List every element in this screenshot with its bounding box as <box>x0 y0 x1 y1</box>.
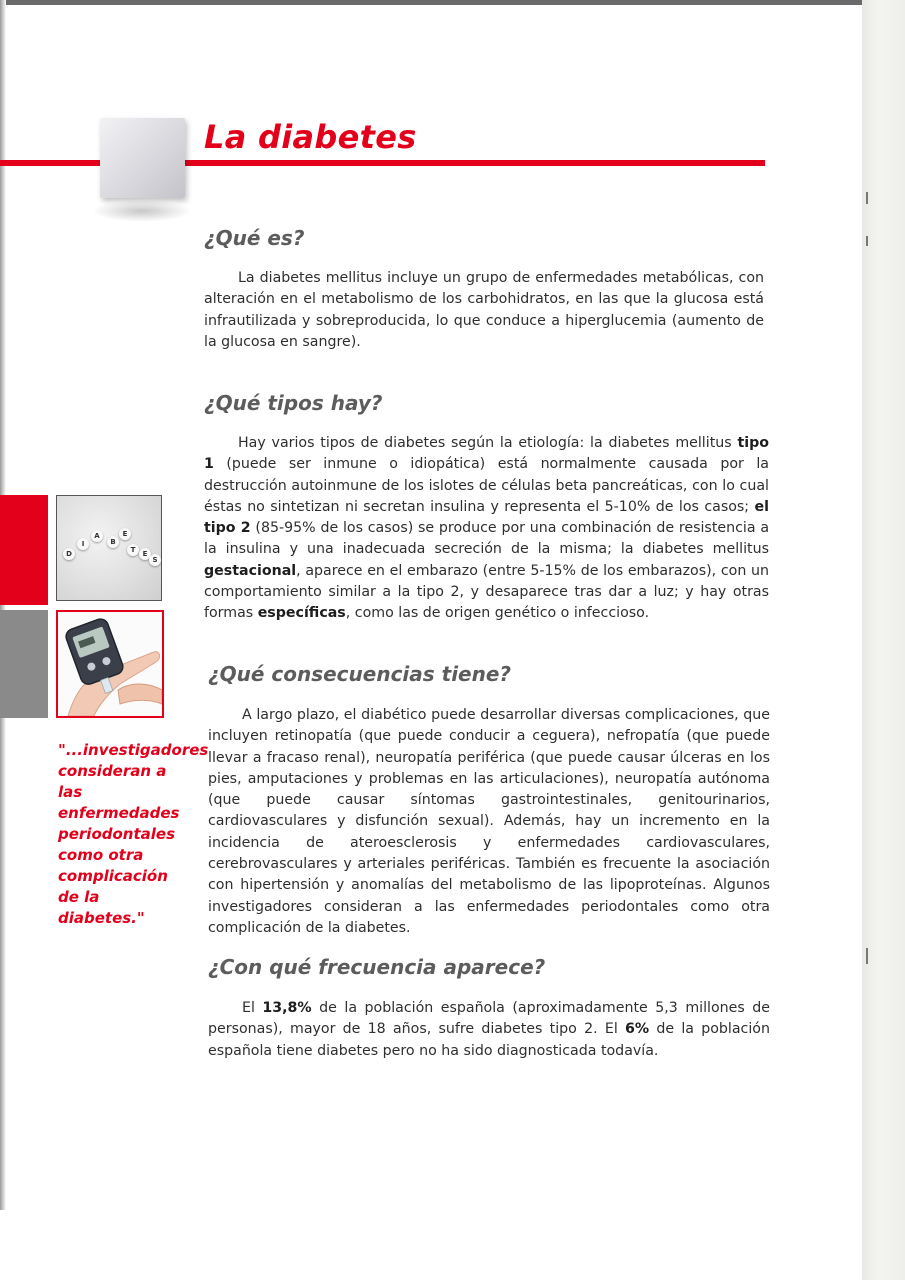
body-text: (puede ser inmune o idiopática) está normalmente causada por la destrucción autoinmune de los islotes de células beta pancreáticas, con lo cual éstas no sintetizan ni secretan insulina y representa el 5-10% de los casos; <box>204 456 769 515</box>
bead: D <box>63 548 75 560</box>
scan-mark <box>866 192 868 204</box>
scan-mark <box>866 948 868 964</box>
section-heading: ¿Qué consecuencias tiene? <box>208 662 512 686</box>
page-title: La diabetes <box>204 118 417 156</box>
section-paragraph <box>204 433 769 625</box>
emphasis-text: 6% <box>625 1021 650 1038</box>
bead: E <box>119 528 131 540</box>
emphasis-text: específicas <box>257 605 346 622</box>
pull-quote: "...investigadores consideran a las enfermedades periodontales como otra complicación de la diabetes." <box>58 741 209 927</box>
section-heading: ¿Qué tipos hay? <box>204 391 383 415</box>
section-paragraph <box>208 998 770 1062</box>
glucose-meter-photo <box>56 610 164 718</box>
body-text: Hay varios tipos de diabetes según la etiología: la diabetes mellitus <box>238 435 738 451</box>
bead: T <box>127 544 139 556</box>
title-block-shadow <box>92 200 192 222</box>
scan-right-edge <box>862 0 905 1280</box>
body-text: de la población española tiene diabetes pero no ha sido diagnosticada todavía. <box>208 1021 770 1059</box>
emphasis-text: gestacional <box>204 562 297 579</box>
scan-left-edge <box>0 0 6 1210</box>
emphasis-text: el tipo 2 <box>204 498 769 537</box>
letter-beads-photo <box>56 495 162 601</box>
body-text: de la población española (aproximadamente 5,3 millones de personas), mayor de 18 años, sufre diabetes tipo 2. El <box>208 1000 770 1038</box>
emphasis-text: 13,8% <box>262 1000 312 1016</box>
sidebar-grey-strip <box>0 610 48 718</box>
glucose-meter-illustration <box>58 612 162 716</box>
bead: B <box>107 536 119 548</box>
section-heading: ¿Con qué frecuencia aparece? <box>208 955 546 979</box>
bead: I <box>77 538 89 550</box>
body-text: (85-95% de los casos) se produce por una combinación de resistencia a la insulina y una inadecuada secreción de la misma; la diabetes mellitus <box>204 520 770 558</box>
body-text: A largo plazo, el diabético puede desarrollar diversas complicaciones, que incluyen retinopatía (que puede conducir a ceguera), nefropatía (que puede llevar a fracaso renal), neuropatía periférica (que puede causar úlceras en los pies, amputaciones y problemas en las articulaciones), neuropatía autónoma (que puede causar síntomas gastrointestinales, genitourinarios, cardiovasculares y disfunción sexual). Además, hay un incremento en la incidencia de ateroesclerosis y enfermedades cardiovasculares, cerebrovasculares y arteriales periféricas. También es frecuente la asociación con hipertensión y anomalías del metabolismo de las lipoproteínas. Algunos investigadores consideran a las enfermedades periodontales como otra complicación de la diabetes. <box>208 707 770 936</box>
emphasis-text: tipo 1 <box>204 435 769 473</box>
scan-mark <box>866 236 868 246</box>
section-heading: ¿Qué es? <box>204 226 305 250</box>
title-block-decoration <box>100 118 185 198</box>
section-paragraph <box>204 268 764 353</box>
body-text: , como las de origen genético o infeccioso. <box>345 605 650 622</box>
scan-top-edge <box>0 0 905 5</box>
body-text: , aparece en el embarazo (entre 5-15% de los embarazos), con un comportamiento similar a la tipo 2, y desaparece tras dar a luz; y hay otras formas <box>204 562 769 622</box>
bead: E <box>139 548 151 560</box>
section-paragraph <box>208 705 770 939</box>
bead: A <box>91 530 103 542</box>
sidebar-red-strip <box>0 495 48 605</box>
body-text: La diabetes mellitus incluye un grupo de enfermedades metabólicas, con alteración en el metabolismo de los carbohidratos, en las que la glucosa está infrautilizada y sobreproducida, lo que conduce a hiperglucemia (aumento de la glucosa en sangre). <box>204 270 764 350</box>
body-text: El <box>242 1000 263 1016</box>
bead: S <box>149 554 161 566</box>
